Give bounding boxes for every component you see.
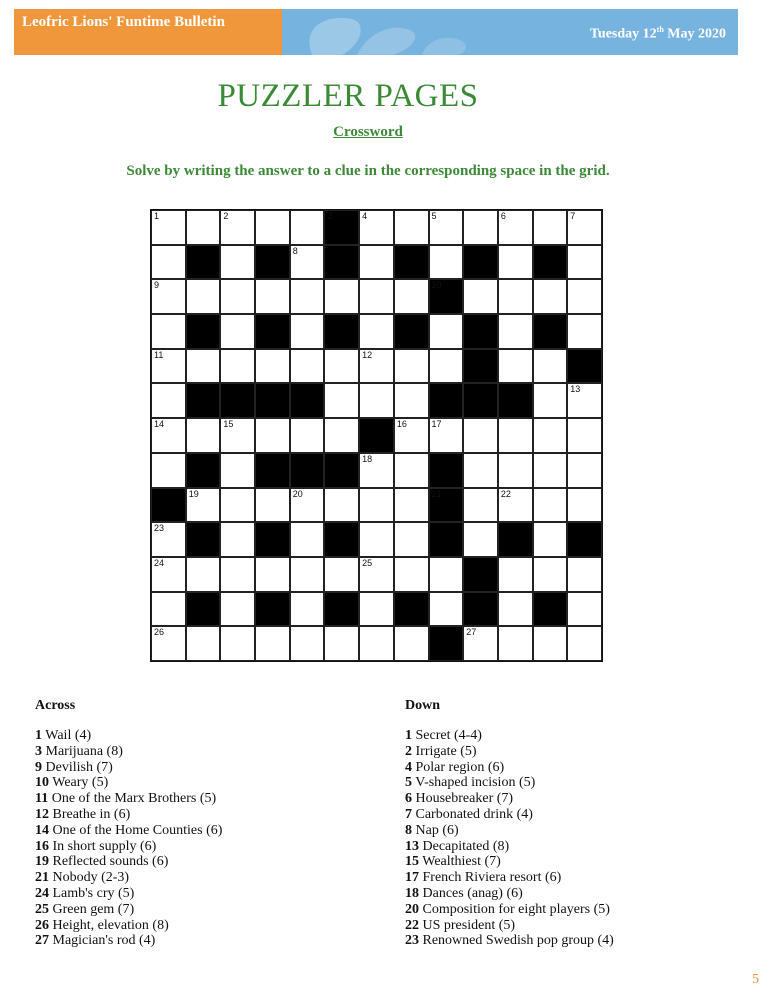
grid-cell[interactable] — [429, 245, 464, 280]
grid-cell[interactable] — [498, 279, 533, 314]
clue-number: 27 — [466, 627, 477, 638]
across-clues — [35, 698, 385, 949]
grid-cell[interactable] — [359, 488, 394, 523]
clue-number: 11 — [154, 349, 164, 360]
clue-text: US president (5) — [419, 917, 516, 933]
grid-cell[interactable] — [255, 418, 290, 453]
grid-cell[interactable] — [290, 418, 325, 453]
grid-cell[interactable] — [567, 314, 602, 349]
grid-block — [255, 314, 290, 349]
grid-cell[interactable] — [359, 522, 394, 557]
clue-number: 10 — [431, 280, 442, 291]
grid-cell[interactable] — [498, 557, 533, 592]
grid-block — [429, 522, 464, 557]
grid-block — [429, 488, 464, 523]
down-clue — [405, 823, 745, 839]
grid-cell[interactable] — [359, 349, 394, 384]
grid-block — [324, 210, 359, 245]
grid-cell[interactable] — [324, 418, 359, 453]
grid-cell[interactable] — [151, 383, 186, 418]
grid-block — [463, 383, 498, 418]
grid-cell[interactable] — [463, 488, 498, 523]
grid-cell[interactable] — [290, 314, 325, 349]
clue-number: 13 — [405, 838, 419, 854]
grid-cell[interactable] — [359, 314, 394, 349]
grid-cell[interactable] — [151, 453, 186, 488]
grid-cell[interactable] — [567, 245, 602, 280]
grid-block — [394, 592, 429, 627]
grid-block — [151, 488, 186, 523]
grid-cell[interactable] — [151, 592, 186, 627]
grid-cell[interactable] — [220, 245, 255, 280]
clue-text: One of the Home Counties (6) — [49, 822, 223, 838]
grid-cell[interactable] — [394, 383, 429, 418]
grid-cell[interactable] — [567, 488, 602, 523]
grid-cell[interactable] — [533, 557, 568, 592]
grid-cell[interactable] — [290, 522, 325, 557]
clue-number: 2 — [223, 211, 229, 221]
grid-cell[interactable] — [359, 210, 394, 245]
across-clue — [35, 870, 385, 886]
grid-cell[interactable] — [186, 210, 221, 245]
clue-number: 25 — [35, 901, 49, 917]
grid-cell[interactable] — [324, 557, 359, 592]
grid-cell[interactable] — [151, 522, 186, 557]
clue-text: Lamb's cry (5) — [49, 885, 135, 901]
grid-block — [429, 453, 464, 488]
clue-text: Marijuana (8) — [42, 743, 123, 759]
grid-cell[interactable] — [324, 349, 359, 384]
grid-block — [394, 314, 429, 349]
clue-number: 22 — [405, 917, 419, 933]
clue-text: Reflected sounds (6) — [49, 854, 169, 870]
grid-cell[interactable] — [186, 279, 221, 314]
clue-number: 15 — [223, 419, 234, 430]
grid-cell[interactable] — [359, 557, 394, 592]
down-clues — [405, 698, 745, 949]
down-clue — [405, 902, 745, 918]
down-clue — [405, 791, 745, 807]
clue-number: 3 — [327, 211, 333, 221]
puzzle-instructions: Solve by writing the answer to a clue in the corresponding space in the grid. — [126, 163, 610, 179]
clue-number: 26 — [35, 917, 49, 933]
grid-block — [255, 453, 290, 488]
clue-text: Magician's rod (4) — [49, 933, 156, 949]
grid-block — [324, 592, 359, 627]
across-clue — [35, 918, 385, 934]
grid-cell[interactable] — [533, 349, 568, 384]
grid-cell[interactable] — [567, 453, 602, 488]
clue-number: 21 — [431, 488, 442, 499]
grid-block — [394, 245, 429, 280]
grid-cell[interactable] — [533, 453, 568, 488]
clue-text: Breathe in (6) — [49, 806, 131, 822]
grid-block — [429, 626, 464, 661]
grid-block — [463, 314, 498, 349]
clue-number: 4 — [405, 759, 412, 775]
grid-cell[interactable] — [567, 418, 602, 453]
clue-text: French Riviera resort (6) — [419, 870, 562, 886]
grid-cell[interactable] — [533, 522, 568, 557]
clue-number: 23 — [405, 933, 419, 949]
grid-cell[interactable] — [394, 418, 429, 453]
clue-number: 9 — [35, 759, 42, 775]
clue-text: Renowned Swedish pop group (4) — [419, 933, 614, 949]
clue-number: 8 — [292, 245, 298, 256]
grid-cell[interactable] — [290, 557, 325, 592]
grid-cell[interactable] — [220, 592, 255, 627]
grid-cell[interactable] — [429, 349, 464, 384]
grid-cell[interactable] — [394, 210, 429, 245]
grid-cell[interactable] — [359, 383, 394, 418]
clue-text: One of the Marx Brothers (5) — [48, 791, 217, 807]
down-clue — [405, 933, 745, 949]
grid-block — [255, 245, 290, 280]
grid-cell[interactable] — [151, 557, 186, 592]
grid-cell[interactable] — [186, 349, 221, 384]
butterfly-icon — [282, 9, 482, 55]
down-clue — [405, 870, 745, 886]
grid-cell[interactable] — [463, 210, 498, 245]
clue-number: 20 — [405, 901, 419, 917]
grid-block — [324, 245, 359, 280]
grid-cell[interactable] — [220, 488, 255, 523]
grid-block — [186, 453, 221, 488]
clue-number: 13 — [570, 384, 581, 395]
clue-text: Devilish (7) — [42, 759, 113, 775]
grid-cell[interactable] — [359, 592, 394, 627]
grid-cell[interactable] — [151, 314, 186, 349]
grid-cell[interactable] — [394, 522, 429, 557]
clue-number: 5 — [405, 775, 412, 791]
clue-number: 19 — [188, 488, 199, 499]
grid-cell[interactable] — [324, 279, 359, 314]
clue-number: 18 — [405, 885, 419, 901]
clue-number: 24 — [35, 885, 49, 901]
grid-cell[interactable] — [498, 488, 533, 523]
clue-number: 10 — [35, 775, 49, 791]
clue-text: Composition for eight players (5) — [419, 901, 610, 917]
grid-cell[interactable] — [220, 626, 255, 661]
grid-block — [290, 383, 325, 418]
clue-number: 1 — [405, 728, 412, 743]
grid-cell[interactable] — [186, 418, 221, 453]
down-clue — [405, 854, 745, 870]
clue-text: Polar region (6) — [412, 759, 505, 775]
grid-cell[interactable] — [255, 349, 290, 384]
down-clue — [405, 807, 745, 823]
grid-cell[interactable] — [290, 279, 325, 314]
clue-number: 23 — [154, 523, 165, 534]
clue-number: 19 — [35, 854, 49, 870]
grid-block — [429, 279, 464, 314]
clue-number: 27 — [35, 933, 49, 949]
grid-cell[interactable] — [324, 626, 359, 661]
grid-cell[interactable] — [255, 626, 290, 661]
grid-block — [463, 245, 498, 280]
grid-cell[interactable] — [394, 626, 429, 661]
clue-number: 7 — [570, 211, 576, 221]
clue-text: Green gem (7) — [49, 901, 135, 917]
grid-cell[interactable] — [186, 626, 221, 661]
grid-block — [186, 245, 221, 280]
grid-cell[interactable] — [255, 488, 290, 523]
grid-block — [463, 592, 498, 627]
clue-number: 5 — [431, 211, 437, 221]
down-clue — [405, 760, 745, 776]
clue-number: 24 — [154, 557, 165, 568]
clue-text: In short supply (6) — [49, 838, 157, 854]
clue-number: 20 — [292, 488, 303, 499]
grid-block — [533, 592, 568, 627]
clue-number: 14 — [154, 419, 165, 430]
grid-block — [567, 349, 602, 384]
clue-number: 1 — [154, 211, 160, 221]
grid-block — [463, 349, 498, 384]
grid-block — [324, 314, 359, 349]
clue-text: Irrigate (5) — [412, 743, 477, 759]
clue-text: Decapitated (8) — [419, 838, 510, 854]
clue-number: 18 — [362, 453, 373, 464]
grid-cell[interactable] — [567, 383, 602, 418]
clue-number: 16 — [396, 419, 407, 430]
clue-number: 25 — [362, 557, 373, 568]
clue-number: 8 — [405, 822, 412, 838]
across-clue — [35, 839, 385, 855]
bulletin-header — [14, 9, 738, 55]
grid-cell[interactable] — [255, 210, 290, 245]
clue-number: 1 — [35, 728, 42, 743]
grid-block — [429, 383, 464, 418]
down-clue — [405, 775, 745, 791]
grid-block — [186, 522, 221, 557]
grid-cell[interactable] — [220, 279, 255, 314]
grid-cell[interactable] — [429, 557, 464, 592]
page-number: 5 — [752, 972, 759, 987]
across-clue-list — [35, 728, 385, 949]
clue-number: 11 — [35, 791, 49, 807]
grid-cell[interactable] — [498, 314, 533, 349]
grid-cell[interactable] — [463, 418, 498, 453]
across-clue — [35, 933, 385, 949]
grid-cell[interactable] — [220, 522, 255, 557]
grid-cell[interactable] — [498, 592, 533, 627]
grid-cell[interactable] — [186, 488, 221, 523]
date-banner — [282, 9, 738, 55]
grid-cell[interactable] — [567, 210, 602, 245]
down-clue — [405, 886, 745, 902]
grid-cell[interactable] — [220, 314, 255, 349]
grid-cell[interactable] — [463, 522, 498, 557]
crossword-grid — [150, 209, 603, 662]
clue-text: Housebreaker (7) — [412, 791, 514, 807]
clue-number: 12 — [35, 806, 49, 822]
grid-cell[interactable] — [394, 349, 429, 384]
across-clue — [35, 886, 385, 902]
grid-block — [359, 418, 394, 453]
grid-cell[interactable] — [394, 557, 429, 592]
grid-cell[interactable] — [151, 279, 186, 314]
clue-number: 26 — [154, 627, 165, 638]
clue-text: Nobody (2-3) — [49, 870, 130, 886]
grid-cell[interactable] — [359, 245, 394, 280]
grid-cell[interactable] — [567, 557, 602, 592]
across-clue — [35, 854, 385, 870]
grid-cell[interactable] — [533, 626, 568, 661]
grid-block — [533, 314, 568, 349]
clue-number: 9 — [154, 280, 160, 291]
clue-number: 12 — [362, 349, 373, 360]
grid-cell[interactable] — [429, 592, 464, 627]
clue-text: Carbonated drink (4) — [412, 806, 533, 822]
down-clue — [405, 728, 745, 744]
grid-cell[interactable] — [498, 626, 533, 661]
clue-text: Secret (4-4) — [412, 728, 482, 743]
grid-block — [498, 522, 533, 557]
clue-number: 16 — [35, 838, 49, 854]
grid-block — [220, 383, 255, 418]
across-clue — [35, 791, 385, 807]
grid-cell[interactable] — [151, 245, 186, 280]
clue-text: V-shaped incision (5) — [412, 775, 536, 791]
grid-cell[interactable] — [324, 488, 359, 523]
grid-cell[interactable] — [533, 418, 568, 453]
clue-number: 4 — [362, 211, 368, 221]
grid-cell[interactable] — [186, 557, 221, 592]
down-clue — [405, 744, 745, 760]
across-heading: Across — [35, 698, 76, 713]
grid-block — [255, 522, 290, 557]
grid-block — [498, 383, 533, 418]
clue-number: 21 — [35, 870, 49, 886]
grid-cell[interactable] — [220, 557, 255, 592]
section-subtitle: Crossword — [333, 124, 403, 140]
grid-cell[interactable] — [290, 488, 325, 523]
clue-number: 17 — [431, 419, 442, 430]
grid-cell[interactable] — [533, 210, 568, 245]
grid-cell[interactable] — [359, 453, 394, 488]
grid-block — [324, 453, 359, 488]
grid-cell[interactable] — [290, 626, 325, 661]
grid-cell[interactable] — [429, 418, 464, 453]
clue-number: 2 — [405, 743, 412, 759]
clue-number: 7 — [405, 806, 412, 822]
grid-block — [533, 245, 568, 280]
across-clue — [35, 728, 385, 744]
clue-number: 22 — [500, 488, 511, 499]
grid-cell[interactable] — [220, 453, 255, 488]
issue-date: Tuesday 12th May 2020 — [589, 25, 726, 42]
across-clue — [35, 807, 385, 823]
grid-cell[interactable] — [151, 349, 186, 384]
grid-block — [290, 453, 325, 488]
grid-cell[interactable] — [429, 210, 464, 245]
grid-cell[interactable] — [290, 592, 325, 627]
clue-number: 17 — [405, 870, 419, 886]
clue-text: Weary (5) — [49, 775, 109, 791]
down-clue — [405, 839, 745, 855]
grid-cell[interactable] — [151, 418, 186, 453]
grid-cell[interactable] — [463, 626, 498, 661]
grid-block — [324, 522, 359, 557]
clue-text: Dances (anag) (6) — [419, 885, 523, 901]
clue-text: Nap (6) — [412, 822, 459, 838]
grid-cell[interactable] — [498, 245, 533, 280]
grid-cell[interactable] — [255, 557, 290, 592]
down-clue-list — [405, 728, 745, 949]
grid-cell[interactable] — [290, 210, 325, 245]
grid-cell[interactable] — [533, 383, 568, 418]
grid-cell[interactable] — [220, 418, 255, 453]
clue-number: 6 — [500, 211, 506, 221]
grid-block — [186, 383, 221, 418]
grid-cell[interactable] — [394, 453, 429, 488]
grid-cell[interactable] — [359, 626, 394, 661]
grid-block — [186, 592, 221, 627]
grid-block — [186, 314, 221, 349]
clue-number: 6 — [405, 791, 412, 807]
grid-cell[interactable] — [151, 626, 186, 661]
grid-cell[interactable] — [255, 279, 290, 314]
grid-cell[interactable] — [394, 279, 429, 314]
grid-cell[interactable] — [567, 279, 602, 314]
grid-cell[interactable] — [290, 349, 325, 384]
grid-cell[interactable] — [324, 383, 359, 418]
grid-cell[interactable] — [220, 210, 255, 245]
clue-text: Height, elevation (8) — [49, 917, 169, 933]
page-title: PUZZLER PAGES — [217, 78, 479, 114]
grid-block — [255, 592, 290, 627]
grid-cell[interactable] — [498, 210, 533, 245]
grid-cell[interactable] — [220, 349, 255, 384]
across-clue — [35, 744, 385, 760]
grid-cell[interactable] — [533, 279, 568, 314]
clue-number: 14 — [35, 822, 49, 838]
across-clue — [35, 760, 385, 776]
across-clue — [35, 823, 385, 839]
grid-cell[interactable] — [151, 210, 186, 245]
grid-block — [255, 383, 290, 418]
grid-cell[interactable] — [567, 592, 602, 627]
grid-block — [567, 522, 602, 557]
across-clue — [35, 775, 385, 791]
grid-cell[interactable] — [498, 349, 533, 384]
grid-cell[interactable] — [498, 453, 533, 488]
grid-cell[interactable] — [394, 488, 429, 523]
grid-cell[interactable] — [533, 488, 568, 523]
clue-text: Wealthiest (7) — [419, 854, 501, 870]
bulletin-title: Leofric Lions' Funtime Bulletin — [14, 9, 282, 55]
grid-cell[interactable] — [429, 314, 464, 349]
across-clue — [35, 902, 385, 918]
grid-cell[interactable] — [463, 453, 498, 488]
down-clue — [405, 918, 745, 934]
grid-block — [463, 557, 498, 592]
clue-number: 3 — [35, 743, 42, 759]
grid-cell[interactable] — [567, 626, 602, 661]
clue-text: Wail (4) — [42, 728, 92, 743]
grid-cell[interactable] — [359, 279, 394, 314]
grid-cell[interactable] — [498, 418, 533, 453]
grid-cell[interactable] — [463, 279, 498, 314]
clue-number: 15 — [405, 854, 419, 870]
grid-cell[interactable] — [290, 245, 325, 280]
down-heading: Down — [405, 698, 441, 713]
